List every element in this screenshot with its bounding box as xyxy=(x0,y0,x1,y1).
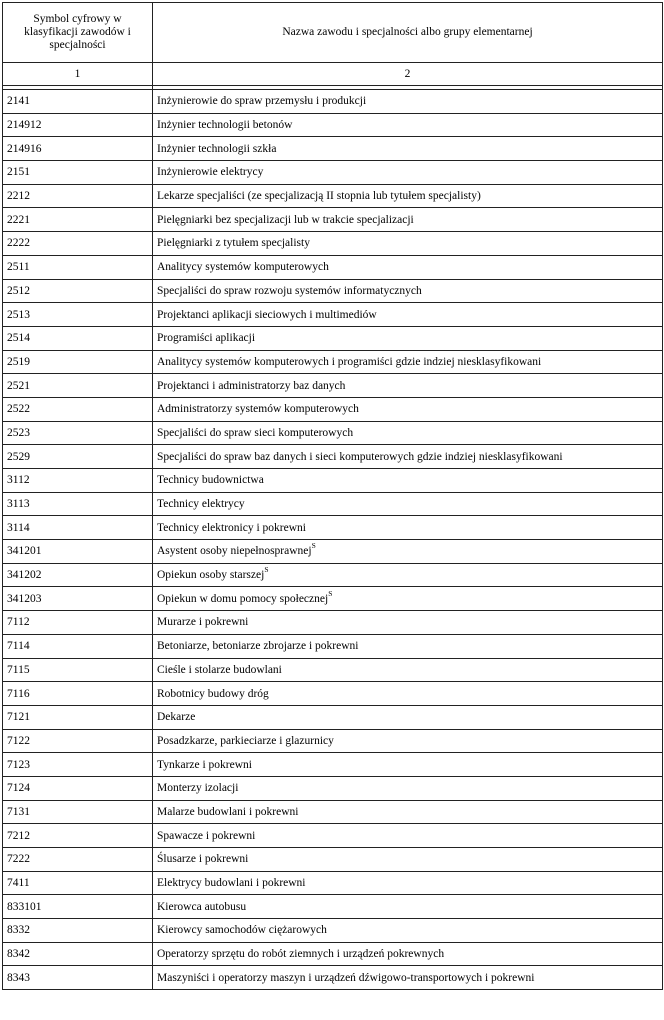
occupation-name: Technicy elektrycy xyxy=(157,498,245,511)
occupation-name: Specjaliści do spraw rozwoju systemów informatycznych xyxy=(157,284,422,297)
occupation-name: Elektrycy budowlani i pokrewni xyxy=(157,877,306,890)
occupation-name: Analitycy systemów komputerowych i programiści gdzie indziej niesklasyfikowani xyxy=(157,355,542,368)
occupation-name: Spawacze i pokrewni xyxy=(157,829,256,842)
table-row xyxy=(3,682,663,706)
occupation-name: Dekarze xyxy=(157,711,196,724)
occupation-code: 2529 xyxy=(3,445,153,469)
table-row xyxy=(3,374,663,398)
table-row xyxy=(3,184,663,208)
table-row xyxy=(3,563,663,587)
occupation-name-cell xyxy=(153,895,663,919)
table-body xyxy=(3,86,663,990)
table-row xyxy=(3,587,663,611)
occupation-code: 7116 xyxy=(3,682,153,706)
table-row xyxy=(3,516,663,540)
table-row xyxy=(3,895,663,919)
occupation-name: Operatorzy sprzętu do robót ziemnych i urządzeń pokrewnych xyxy=(157,948,445,961)
occupation-code: 7411 xyxy=(3,871,153,895)
occupation-mark: S xyxy=(264,565,269,575)
header-symbol: Symbol cyfrowy w klasyfikacji zawodów i specjalności xyxy=(3,3,153,63)
occupation-code: 2212 xyxy=(3,184,153,208)
occupation-code: 2523 xyxy=(3,421,153,445)
occupation-name-cell xyxy=(153,966,663,990)
table-row xyxy=(3,303,663,327)
column-number-row xyxy=(3,63,663,86)
table-row xyxy=(3,871,663,895)
occupation-code: 7112 xyxy=(3,611,153,635)
table-row xyxy=(3,634,663,658)
table-header-row xyxy=(3,3,663,63)
occupation-name-cell xyxy=(153,800,663,824)
table-row xyxy=(3,942,663,966)
table-row xyxy=(3,848,663,872)
occupation-name: Programiści aplikacji xyxy=(157,332,256,345)
occupation-name-cell xyxy=(153,824,663,848)
occupation-name-cell xyxy=(153,184,663,208)
occupation-code: 2512 xyxy=(3,279,153,303)
occupation-code: 341202 xyxy=(3,563,153,587)
occupation-code: 3114 xyxy=(3,516,153,540)
table-row xyxy=(3,919,663,943)
occupation-name: Inżynier technologii szkła xyxy=(157,142,277,155)
table-row xyxy=(3,753,663,777)
occupation-name-cell xyxy=(153,208,663,232)
occupation-mark: S xyxy=(311,541,316,551)
occupation-name-cell xyxy=(153,161,663,185)
occupation-code: 2221 xyxy=(3,208,153,232)
occupation-name: Tynkarze i pokrewni xyxy=(157,758,252,771)
occupation-name-cell xyxy=(153,232,663,256)
occupation-name-cell xyxy=(153,374,663,398)
occupation-code: 214916 xyxy=(3,137,153,161)
occupation-name: Ślusarze i pokrewni xyxy=(157,853,249,866)
occupation-code: 3112 xyxy=(3,469,153,493)
occupation-code: 7131 xyxy=(3,800,153,824)
occupation-code: 341201 xyxy=(3,540,153,564)
occupation-code: 7222 xyxy=(3,848,153,872)
occupation-name-cell xyxy=(153,279,663,303)
table-row xyxy=(3,729,663,753)
occupation-name-cell xyxy=(153,113,663,137)
column-number-1: 1 xyxy=(3,63,153,86)
occupation-name-cell xyxy=(153,753,663,777)
table-row xyxy=(3,113,663,137)
occupation-code: 7122 xyxy=(3,729,153,753)
column-number-2: 2 xyxy=(153,63,663,86)
table-row xyxy=(3,492,663,516)
occupation-code: 7114 xyxy=(3,634,153,658)
occupation-name-cell xyxy=(153,137,663,161)
occupation-name-cell xyxy=(153,848,663,872)
occupation-name: Malarze budowlani i pokrewni xyxy=(157,805,299,818)
occupation-name-cell xyxy=(153,469,663,493)
occupation-name-cell xyxy=(153,611,663,635)
occupation-code: 7212 xyxy=(3,824,153,848)
occupation-code: 8332 xyxy=(3,919,153,943)
table-row xyxy=(3,161,663,185)
occupation-name: Kierowcy samochodów ciężarowych xyxy=(157,924,327,937)
occupation-name-cell xyxy=(153,492,663,516)
table-row xyxy=(3,445,663,469)
occupation-name: Pielęgniarki z tytułem specjalisty xyxy=(157,237,310,250)
occupation-name: Technicy budownictwa xyxy=(157,474,264,487)
occupation-name-cell xyxy=(153,563,663,587)
occupation-name-cell xyxy=(153,776,663,800)
table-row xyxy=(3,824,663,848)
table-row xyxy=(3,90,663,114)
occupation-name: Murarze i pokrewni xyxy=(157,616,249,629)
occupation-code: 341203 xyxy=(3,587,153,611)
occupation-name: Administratorzy systemów komputerowych xyxy=(157,403,359,416)
occupation-name: Inżynier technologii betonów xyxy=(157,119,293,132)
occupation-name: Specjaliści do spraw sieci komputerowych xyxy=(157,426,354,439)
occupation-code: 2519 xyxy=(3,350,153,374)
occupation-name: Pielęgniarki bez specjalizacji lub w trakcie specjalizacji xyxy=(157,213,414,226)
occupation-table xyxy=(2,2,663,990)
occupation-code: 7124 xyxy=(3,776,153,800)
occupation-code: 2151 xyxy=(3,161,153,185)
occupation-name: Specjaliści do spraw baz danych i sieci komputerowych gdzie indziej niesklasyfikowani xyxy=(157,450,563,463)
header-name: Nazwa zawodu i specjalności albo grupy elementarnej xyxy=(153,3,663,63)
occupation-name: Projektanci i administratorzy baz danych xyxy=(157,379,346,392)
occupation-name-cell xyxy=(153,421,663,445)
occupation-name-cell xyxy=(153,445,663,469)
occupation-name-cell xyxy=(153,587,663,611)
table-row xyxy=(3,776,663,800)
table-row xyxy=(3,208,663,232)
table-row xyxy=(3,137,663,161)
table-row xyxy=(3,469,663,493)
occupation-code: 7123 xyxy=(3,753,153,777)
occupation-code: 7121 xyxy=(3,705,153,729)
occupation-code: 8342 xyxy=(3,942,153,966)
occupation-name: Betoniarze, betoniarze zbrojarze i pokrewni xyxy=(157,640,359,653)
table-row xyxy=(3,705,663,729)
occupation-name: Kierowca autobusu xyxy=(157,900,247,913)
occupation-name-cell xyxy=(153,682,663,706)
occupation-name: Opiekun osoby starszej xyxy=(157,569,265,582)
occupation-name: Lekarze specjaliści (ze specjalizacją II stopnia lub tytułem specjalisty) xyxy=(157,190,481,203)
occupation-name-cell xyxy=(153,90,663,114)
occupation-name-cell xyxy=(153,350,663,374)
occupation-name-cell xyxy=(153,397,663,421)
table-row xyxy=(3,966,663,990)
occupation-code: 2522 xyxy=(3,397,153,421)
occupation-name-cell xyxy=(153,658,663,682)
occupation-name: Inżynierowie do spraw przemysłu i produkcji xyxy=(157,95,367,108)
occupation-name: Inżynierowie elektrycy xyxy=(157,166,264,179)
occupation-name-cell xyxy=(153,871,663,895)
table-row xyxy=(3,232,663,256)
occupation-name: Technicy elektronicy i pokrewni xyxy=(157,521,306,534)
occupation-code: 2511 xyxy=(3,255,153,279)
occupation-name-cell xyxy=(153,919,663,943)
occupation-name: Opiekun w domu pomocy społecznej xyxy=(157,592,329,605)
table-row xyxy=(3,255,663,279)
table-row xyxy=(3,350,663,374)
occupation-name-cell xyxy=(153,634,663,658)
occupation-name-cell xyxy=(153,516,663,540)
occupation-name: Cieśle i stolarze budowlani xyxy=(157,663,282,676)
occupation-code: 833101 xyxy=(3,895,153,919)
occupation-code: 2513 xyxy=(3,303,153,327)
occupation-name: Posadzkarze, parkieciarze i glazurnicy xyxy=(157,734,334,747)
occupation-mark: S xyxy=(328,588,333,598)
occupation-code: 2521 xyxy=(3,374,153,398)
occupation-code: 3113 xyxy=(3,492,153,516)
occupation-name: Asystent osoby niepełnosprawnej xyxy=(157,545,312,558)
occupation-name: Analitycy systemów komputerowych xyxy=(157,261,329,274)
table-row xyxy=(3,326,663,350)
occupation-name-cell xyxy=(153,942,663,966)
occupation-code: 2222 xyxy=(3,232,153,256)
occupation-name: Maszyniści i operatorzy maszyn i urządzeń dźwigowo-transportowych i pokrewni xyxy=(157,971,535,984)
occupation-name-cell xyxy=(153,540,663,564)
occupation-name: Projektanci aplikacji sieciowych i multimediów xyxy=(157,308,377,321)
table-row xyxy=(3,800,663,824)
occupation-code: 2141 xyxy=(3,90,153,114)
occupation-code: 8343 xyxy=(3,966,153,990)
table-row xyxy=(3,540,663,564)
occupation-code: 214912 xyxy=(3,113,153,137)
table-row xyxy=(3,397,663,421)
occupation-name-cell xyxy=(153,326,663,350)
occupation-name-cell xyxy=(153,705,663,729)
occupation-code: 7115 xyxy=(3,658,153,682)
table-row xyxy=(3,611,663,635)
occupation-name-cell xyxy=(153,255,663,279)
occupation-name-cell xyxy=(153,303,663,327)
occupation-name: Robotnicy budowy dróg xyxy=(157,687,269,700)
table-row xyxy=(3,658,663,682)
table-row xyxy=(3,421,663,445)
occupation-name: Monterzy izolacji xyxy=(157,782,239,795)
occupation-code: 2514 xyxy=(3,326,153,350)
occupation-name-cell xyxy=(153,729,663,753)
table-row xyxy=(3,279,663,303)
occupation-table-container xyxy=(2,2,663,990)
